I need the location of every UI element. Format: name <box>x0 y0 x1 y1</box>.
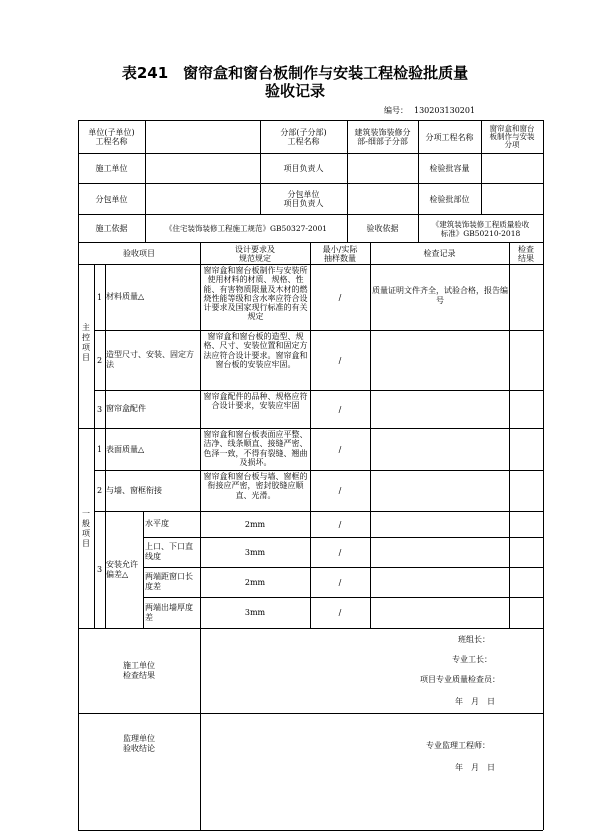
record-code <box>384 105 481 116</box>
tolerance-row-value-cell <box>200 567 310 597</box>
table-line <box>143 511 144 628</box>
quality-inspector-cell <box>360 672 500 686</box>
main-item-name: 造型尺寸、安装、固定方法 <box>106 350 194 369</box>
col-item-cell <box>78 243 200 264</box>
main-item-no-cell <box>94 390 105 428</box>
main-item-no: 1 <box>96 292 103 302</box>
main-item-no-cell <box>94 330 105 390</box>
team-leader: 班组长： <box>458 634 490 644</box>
general-item-design-cell <box>202 430 309 469</box>
main-item-record: 质量证明文件齐全，试验合格，报告编号 <box>372 286 508 305</box>
tolerance-row-value: 3mm <box>244 608 266 617</box>
tolerance-name: 安装允许偏差△ <box>106 559 138 579</box>
main-item-name: 窗帘盒配件 <box>106 404 146 413</box>
general-item-sample-cell <box>310 470 370 511</box>
main-item-name: 材料质量△ <box>106 292 145 301</box>
item-project-label-cell <box>418 121 481 153</box>
quality-inspector: 项目专业质量检查员： <box>420 674 500 684</box>
foreman: 专业工长： <box>452 654 492 664</box>
table-line <box>145 120 146 214</box>
document-title: 表241 窗帘盒和窗台板制作与安装工程检验批质量 <box>121 64 469 82</box>
project-manager-label-cell <box>260 154 347 183</box>
tolerance-row-name: 两端出墙厚度差 <box>145 602 193 622</box>
table-line <box>509 242 510 628</box>
col-result-cell <box>509 243 543 264</box>
construction-unit-label-cell <box>78 154 145 183</box>
tolerance-row-name-cell <box>145 537 200 567</box>
batch-location-label-cell <box>418 184 481 214</box>
general-item-no-cell <box>94 428 105 470</box>
subcontract-unit-label-cell <box>78 184 145 214</box>
construction-check-label-cell <box>78 629 200 713</box>
main-item-design: 窗帘盒和窗台板制作与安装所使用材料的材质、规格、性能、有害物质限量及木材的燃烧性能等级和含水率应符合设计要求及国家现行标准的有关规定 <box>203 266 308 322</box>
main-item-sample: / <box>338 404 342 414</box>
batch-capacity-label: 检验批容量 <box>429 164 470 173</box>
general-item-name: 表面质量△ <box>106 444 145 454</box>
supervision-date: 年 月 日 <box>455 762 495 772</box>
table-line <box>200 628 201 830</box>
acceptance-basis-label-cell <box>347 215 418 242</box>
construction-date-cell <box>400 694 495 708</box>
tolerance-row-name: 上口、下口直线度 <box>145 542 193 561</box>
tolerance-row-value-cell <box>200 537 310 567</box>
construction-basis-value-cell <box>145 215 347 242</box>
general-item-design: 窗帘盒和窗台板表面应平整、洁净、线条顺直、接缝严密、色泽一致，不得有裂缝、翘曲及损坏。 <box>203 430 308 467</box>
acceptance-basis-value-cell <box>418 215 543 242</box>
supervision-label: 监理单位 验收结论 <box>123 734 155 753</box>
code-value: 130203130201 <box>414 106 476 115</box>
acceptance-basis-value: 《建筑装饰装修工程质量验收 标准》GB50210-2018 <box>431 219 530 238</box>
unit-name-label-cell <box>78 121 145 153</box>
tolerance-row-name: 水平度 <box>145 519 169 528</box>
general-item-no: 2 <box>96 486 103 495</box>
sub-project-value-cell <box>347 121 418 153</box>
subcontract-manager-label: 分包单位 项目负责人 <box>283 190 324 208</box>
main-item-no-cell <box>94 264 105 330</box>
code-label: 编号： <box>384 106 408 115</box>
general-item-design: 窗帘盒和窗台板与墙、窗框的衔接应严密，密封胶缝应顺直、光滑。 <box>203 472 308 500</box>
main-item-no: 3 <box>96 404 103 414</box>
general-items-label: 一 般 项 目 <box>82 509 90 548</box>
tolerance-row-value: 2mm <box>244 519 266 529</box>
main-item-sample-cell <box>310 390 370 428</box>
construction-basis-value: 《住宅装饰装修工程施工规范》GB50327-2001 <box>165 224 327 233</box>
main-item-name-cell <box>106 264 200 330</box>
general-item-no: 1 <box>96 444 103 454</box>
col-design-cell <box>200 243 310 264</box>
general-item-design-cell <box>202 472 309 510</box>
main-item-name-cell <box>106 330 200 390</box>
main-item-sample: / <box>338 292 342 302</box>
tolerance-row-sample-cell <box>310 511 370 537</box>
col-item: 验收项目 <box>123 249 155 258</box>
tolerance-row-sample: / <box>338 608 342 617</box>
tolerance-row-value-cell <box>200 511 310 537</box>
sub-project-label: 分部(子分部) 工程名称 <box>280 128 327 146</box>
construction-basis-label-cell <box>78 215 145 242</box>
col-result: 检查 结果 <box>518 244 534 263</box>
tolerance-row-name: 两端距窗口长度差 <box>145 572 193 591</box>
supervision-engineer-cell <box>360 738 490 752</box>
item-project-label: 分项工程名称 <box>425 132 474 142</box>
team-leader-cell <box>400 632 490 646</box>
main-item-sample-cell <box>310 330 370 390</box>
col-record-cell <box>370 243 509 264</box>
sub-project-value: 建筑装饰装修分 部-细部子分部 <box>354 128 411 146</box>
general-item-sample: / <box>338 486 342 495</box>
tolerance-row-sample-cell <box>310 597 370 628</box>
sub-project-label-cell <box>260 121 347 153</box>
tolerance-row-value-cell <box>200 597 310 628</box>
main-item-sample-cell <box>310 264 370 330</box>
subcontract-manager-label-cell <box>260 184 347 214</box>
item-project-value-cell <box>481 121 543 153</box>
tolerance-no: 3 <box>96 565 103 574</box>
tolerance-row-name-cell <box>145 567 200 597</box>
main-item-sample: / <box>338 355 342 365</box>
supervision-engineer: 专业监理工程师： <box>426 740 490 750</box>
item-project-value: 窗帘盒和窗台 板制作与安装 分项 <box>489 124 535 149</box>
table-line <box>370 242 371 628</box>
tolerance-no-cell <box>94 511 105 628</box>
general-item-name-cell <box>106 470 200 511</box>
main-item-record-cell <box>372 284 508 308</box>
general-item-no-cell <box>94 470 105 511</box>
foreman-cell <box>400 652 492 666</box>
construction-date: 年 月 日 <box>455 696 495 706</box>
tolerance-row-name-cell <box>145 597 200 628</box>
document-title-line2: 验收记录 <box>264 82 325 100</box>
acceptance-basis-label: 验收依据 <box>366 224 399 233</box>
table-line <box>78 830 543 831</box>
subcontract-unit-label: 分包单位 <box>95 194 128 204</box>
tolerance-row-sample-cell <box>310 537 370 567</box>
tolerance-name-cell <box>106 511 143 628</box>
tolerance-row-value: 3mm <box>244 547 266 557</box>
main-item-design: 窗帘盒和窗台板的造型、规格、尺寸、安装位置和固定方法应符合设计要求。窗帘盒和窗台板的安装应牢固。 <box>203 332 308 369</box>
table-line <box>543 120 544 830</box>
main-item-design-cell <box>202 266 309 329</box>
col-sample-cell <box>310 243 370 264</box>
tolerance-row-sample: / <box>338 547 342 557</box>
col-design: 设计要求及 规范规定 <box>235 244 275 263</box>
col-record: 检查记录 <box>423 249 456 258</box>
main-item-no: 2 <box>96 355 103 365</box>
project-manager-label: 项目负责人 <box>283 164 324 173</box>
tolerance-row-name-cell <box>145 511 200 537</box>
unit-name-label: 单位(子单位) 工程名称 <box>88 128 135 146</box>
general-item-name-cell <box>106 428 200 470</box>
construction-unit-label: 施工单位 <box>95 164 128 173</box>
main-item-design-cell <box>202 332 309 389</box>
col-sample: 最小/实际 抽样数量 <box>322 244 358 263</box>
construction-check-label: 施工单位 检查结果 <box>123 661 155 680</box>
general-item-sample-cell <box>310 428 370 470</box>
supervision-label-cell <box>78 714 200 774</box>
batch-location-label: 检验批部位 <box>429 194 470 204</box>
main-item-name-cell <box>106 390 200 428</box>
main-items-label: 主 控 项 目 <box>82 323 90 362</box>
tolerance-row-sample: / <box>338 519 342 529</box>
tolerance-row-sample-cell <box>310 567 370 597</box>
main-item-design: 窗帘盒配件的品种、规格应符合设计要求，安装应牢固 <box>203 392 308 411</box>
tolerance-row-sample: / <box>338 577 342 587</box>
main-item-design-cell <box>202 392 309 427</box>
general-item-name: 与墙、窗框衔接 <box>106 486 162 495</box>
general-item-sample: / <box>338 444 342 454</box>
supervision-date-cell <box>400 760 495 774</box>
tolerance-row-value: 2mm <box>244 577 266 587</box>
batch-capacity-label-cell <box>418 154 481 183</box>
construction-basis-label: 施工依据 <box>95 224 128 233</box>
